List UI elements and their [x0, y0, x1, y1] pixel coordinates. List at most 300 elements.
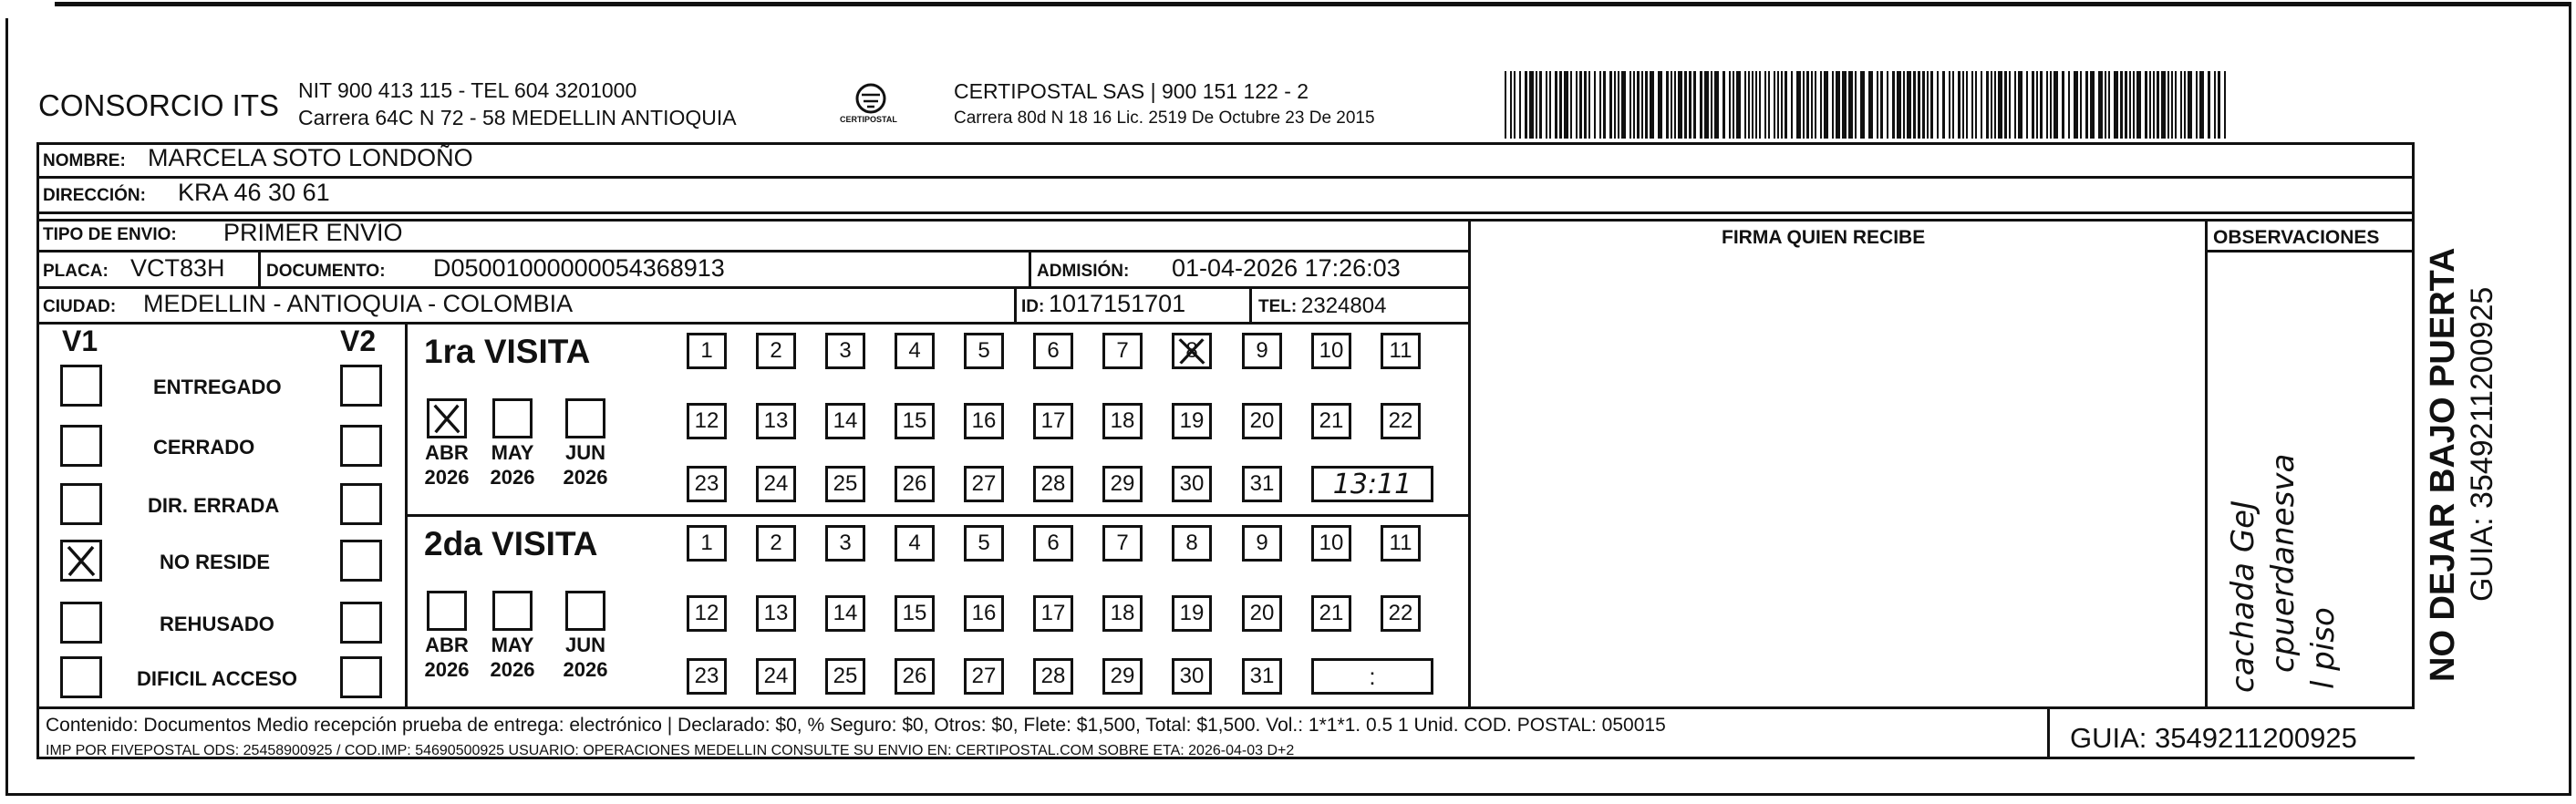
barcode-bar	[1842, 71, 1847, 139]
day-box[interactable]	[1242, 333, 1282, 369]
barcode-bar	[1674, 71, 1676, 139]
month-checkbox[interactable]	[565, 591, 605, 631]
month-name: MAY	[491, 634, 534, 656]
barcode-bar	[1774, 71, 1775, 139]
day-number: 26	[902, 664, 927, 688]
day-box[interactable]	[964, 658, 1004, 695]
day-box[interactable]	[1381, 333, 1421, 369]
barcode-bar	[1748, 71, 1750, 139]
barcode-bar	[1641, 71, 1643, 139]
barcode-bar	[2036, 71, 2038, 139]
day-number: 28	[1040, 664, 1066, 688]
v2-checkbox[interactable]	[340, 365, 382, 407]
barcode-bar	[1975, 71, 1977, 139]
day-box[interactable]	[1311, 595, 1351, 632]
v1-checkbox[interactable]	[60, 540, 102, 582]
footer-line-2: IMP POR FIVEPOSTAL ODS: 25458900925 / COD.IMP: 54690500925 USUARIO: OPERACIONES MEDELLIN CONSULTE SU ENVIO EN: CERTIPOSTAL.COM SOBRE ETA: 2026-04-03 D+2	[46, 743, 1295, 758]
day-number: 28	[1040, 471, 1066, 496]
day-number: 10	[1319, 338, 1344, 363]
month-year: 2026	[424, 466, 470, 489]
day-box[interactable]	[687, 333, 727, 369]
day-box[interactable]	[687, 658, 727, 695]
month-checkbox[interactable]	[565, 398, 605, 438]
tipo-envio-label: TIPO DE ENVIO:	[43, 225, 177, 244]
time-value: 13:11	[1332, 468, 1412, 500]
barcode-bar	[1584, 71, 1587, 139]
status-option-label: REHUSADO	[160, 613, 274, 635]
day-number: 15	[902, 601, 927, 625]
day-number: 29	[1110, 471, 1135, 496]
v1-checkbox[interactable]	[60, 656, 102, 698]
observaciones-handwriting-1: cachada GeJ	[2225, 500, 2261, 693]
barcode-bar	[2171, 71, 2173, 139]
day-box[interactable]	[1033, 658, 1073, 695]
day-box[interactable]	[1172, 658, 1212, 695]
barcode-bar	[1666, 71, 1669, 139]
day-number: 3	[839, 531, 852, 555]
v1-checkbox[interactable]	[60, 425, 102, 467]
v1-checkbox[interactable]	[60, 483, 102, 525]
v2-checkbox[interactable]	[340, 425, 382, 467]
barcode-bar	[1918, 71, 1920, 139]
barcode-bar	[2224, 71, 2226, 139]
status-option-label: DIR. ERRADA	[148, 494, 280, 517]
nombre-label: NOMBRE:	[43, 151, 126, 170]
barcode-bar	[1832, 71, 1834, 139]
barcode-bar	[1887, 71, 1888, 139]
day-box[interactable]	[964, 333, 1004, 369]
day-number: 24	[763, 471, 789, 496]
status-option-label: ENTREGADO	[153, 376, 282, 398]
day-box[interactable]	[895, 525, 935, 562]
sender-address: Carrera 64C N 72 - 58 MEDELLIN ANTIOQUIA	[298, 106, 737, 129]
barcode-bar	[1711, 71, 1712, 139]
day-box[interactable]	[1242, 466, 1282, 502]
barcode-bar	[2161, 71, 2166, 139]
day-box[interactable]	[964, 595, 1004, 632]
logo-caption: CERTIPOSTAL	[840, 115, 897, 124]
grid-line	[36, 250, 1470, 253]
month-checkbox[interactable]	[427, 591, 467, 631]
barcode-bar	[1546, 71, 1547, 139]
barcode-bar	[1815, 71, 1816, 139]
grid-line	[36, 322, 1470, 325]
barcode-bar	[1755, 71, 1757, 139]
barcode-bar	[1791, 71, 1793, 139]
barcode-bar	[2114, 71, 2118, 139]
day-number: 1	[700, 531, 713, 555]
barcode-bar	[2136, 71, 2141, 139]
day-number: 2	[770, 338, 782, 363]
day-box[interactable]	[964, 525, 1004, 562]
grid-line	[36, 706, 2415, 709]
day-box[interactable]	[1172, 333, 1212, 369]
ciudad-value: MEDELLIN - ANTIOQUIA - COLOMBIA	[143, 290, 574, 317]
barcode-bar	[2090, 71, 2095, 139]
barcode-bar	[1505, 71, 1506, 139]
day-box[interactable]	[1033, 466, 1073, 502]
day-box[interactable]	[1242, 525, 1282, 562]
barcode-bar	[1536, 71, 1537, 139]
barcode-bar	[1539, 71, 1542, 139]
barcode-bar	[1759, 71, 1761, 139]
barcode-bar	[1897, 71, 1901, 139]
day-number: 16	[971, 601, 997, 625]
day-box[interactable]	[895, 403, 935, 439]
barcode-bar	[1855, 71, 1857, 139]
barcode-bar	[2026, 71, 2028, 139]
day-number: 13	[763, 408, 789, 433]
id-value: 1017151701	[1049, 290, 1186, 317]
barcode-bar	[1880, 71, 1883, 139]
barcode-bar	[1927, 71, 1929, 139]
month-label	[553, 440, 617, 490]
barcode-bar	[2175, 71, 2177, 139]
barcode-bar	[1958, 71, 1960, 139]
barcode-bar	[1981, 71, 1982, 139]
barcode-bar	[1723, 71, 1725, 139]
day-number: 30	[1179, 664, 1205, 688]
barcode-bar	[1937, 71, 1939, 139]
day-box[interactable]	[687, 403, 727, 439]
barcode-bar	[1678, 71, 1682, 139]
barcode-bar	[1907, 71, 1911, 139]
documento-value: D05001000000054368913	[433, 254, 725, 282]
barcode-bar	[2068, 71, 2070, 139]
id-label: ID:	[1021, 297, 1045, 316]
day-box[interactable]	[1102, 333, 1143, 369]
barcode-bar	[1777, 71, 1779, 139]
barcode-bar	[1930, 71, 1933, 139]
barcode-bar	[1998, 71, 2002, 139]
v2-checkbox[interactable]	[340, 602, 382, 644]
day-number: 22	[1388, 408, 1413, 433]
grid-line	[1014, 286, 1017, 323]
status-option-label: CERRADO	[153, 436, 255, 459]
month-label	[481, 440, 544, 490]
day-box[interactable]	[756, 595, 796, 632]
barcode-bar	[2080, 71, 2082, 139]
time-value: :	[1369, 662, 1376, 690]
day-box[interactable]	[756, 466, 796, 502]
tel-label: TEL:	[1258, 297, 1298, 316]
day-box[interactable]	[1242, 658, 1282, 695]
admision-value: 01-04-2026 17:26:03	[1172, 254, 1401, 282]
day-number: 31	[1249, 664, 1275, 688]
day-number: 7	[1116, 338, 1129, 363]
grid-line	[1468, 219, 1471, 709]
observaciones-handwriting-2: cpuerdanesva	[2265, 453, 2302, 673]
barcode-bar	[1576, 71, 1578, 139]
barcode-bar	[1971, 71, 1973, 139]
month-checkbox[interactable]	[492, 398, 533, 438]
day-box[interactable]	[1172, 525, 1212, 562]
barcode-bar	[2208, 71, 2210, 139]
footer-guia: GUIA: 3549211200925	[2070, 722, 2357, 754]
footer-line-1: Contenido: Documentos Medio recepción prueba de entrega: electrónico | Declarado: $0, % Seguro: $0, Otros: $0, Flete: $1,500, Total: $1,500. Vol.: 1*1*1. 0.5 1 Unid. COD. POSTAL: 050015	[46, 715, 1666, 736]
barcode-bar	[2018, 71, 2023, 139]
time-box[interactable]	[1311, 466, 1433, 502]
barcode-bar	[2153, 71, 2155, 139]
month-year: 2026	[563, 658, 608, 681]
grid-line	[36, 176, 2415, 179]
barcode-bar	[2199, 71, 2204, 139]
day-number: 12	[694, 408, 719, 433]
grid-line	[258, 250, 261, 286]
time-box[interactable]	[1311, 658, 1433, 695]
v1-checkbox[interactable]	[60, 365, 102, 407]
barcode-bar	[2105, 71, 2106, 139]
barcode-bar	[2062, 71, 2064, 139]
day-box[interactable]	[1172, 595, 1212, 632]
day-box[interactable]	[756, 658, 796, 695]
barcode-bar	[1658, 71, 1662, 139]
day-number: 12	[694, 601, 719, 625]
barcode-bar	[1700, 71, 1702, 139]
barcode-bar	[1555, 71, 1557, 139]
barcode-bar	[1549, 71, 1551, 139]
side-warning: NO DEJAR BAJO PUERTA	[2424, 247, 2462, 682]
day-number: 18	[1110, 601, 1135, 625]
day-number: 11	[1389, 531, 1412, 555]
status-option-label: DIFICIL ACCESO	[137, 667, 298, 690]
grid-line	[36, 286, 1470, 289]
grid-line	[2412, 219, 2415, 709]
barcode-bar	[2046, 71, 2048, 139]
barcode-bar	[1689, 71, 1691, 139]
barcode-bar	[1877, 71, 1878, 139]
barcode-bar	[1618, 71, 1619, 139]
day-box[interactable]	[756, 403, 796, 439]
barcode-bar	[1752, 71, 1754, 139]
day-number: 6	[1047, 338, 1060, 363]
barcode	[1505, 71, 2229, 139]
day-number: 17	[1040, 408, 1066, 433]
barcode-bar	[2009, 71, 2011, 139]
day-number: 27	[971, 664, 997, 688]
barcode-bar	[2129, 71, 2131, 139]
day-box[interactable]	[895, 658, 935, 695]
day-number: 25	[833, 471, 858, 496]
day-box[interactable]	[1311, 403, 1351, 439]
day-box[interactable]	[825, 466, 865, 502]
day-number: 6	[1047, 531, 1060, 555]
status-option-label: NO RESIDE	[160, 551, 271, 573]
day-box[interactable]	[756, 333, 796, 369]
day-number: 14	[833, 408, 858, 433]
day-box[interactable]	[687, 595, 727, 632]
barcode-bar	[1733, 71, 1734, 139]
day-number: 8	[1185, 338, 1198, 363]
day-box[interactable]	[1102, 466, 1143, 502]
day-number: 20	[1249, 408, 1275, 433]
barcode-bar	[1785, 71, 1787, 139]
grid-line	[36, 142, 39, 758]
day-number: 5	[978, 531, 990, 555]
barcode-bar	[2188, 71, 2192, 139]
day-number: 31	[1249, 471, 1275, 496]
day-box[interactable]	[1033, 403, 1073, 439]
day-box[interactable]	[1242, 403, 1282, 439]
day-number: 9	[1256, 531, 1268, 555]
v2-label: V2	[340, 325, 377, 357]
month-year: 2026	[424, 658, 470, 681]
barcode-bar	[1614, 71, 1616, 139]
barcode-bar	[1645, 71, 1648, 139]
day-box[interactable]	[825, 333, 865, 369]
outer-bottom-border	[5, 793, 2571, 796]
barcode-bar	[2196, 71, 2198, 139]
barcode-bar	[1629, 71, 1631, 139]
day-number: 21	[1319, 408, 1344, 433]
v2-checkbox[interactable]	[340, 656, 382, 698]
v2-checkbox[interactable]	[340, 540, 382, 582]
barcode-bar	[1768, 71, 1770, 139]
barcode-bar	[2098, 71, 2103, 139]
month-name: MAY	[491, 441, 534, 464]
barcode-bar	[1820, 71, 1822, 139]
month-checkbox[interactable]	[427, 398, 467, 438]
day-box[interactable]	[1381, 403, 1421, 439]
day-number: 19	[1179, 408, 1205, 433]
day-box[interactable]	[825, 525, 865, 562]
month-name: ABR	[425, 441, 469, 464]
day-box[interactable]	[1033, 525, 1073, 562]
visit-title: 2da VISITA	[424, 525, 598, 562]
month-label	[415, 440, 479, 490]
grid-line	[2205, 250, 2415, 253]
day-box[interactable]	[687, 525, 727, 562]
day-number: 21	[1319, 601, 1344, 625]
observaciones-header: OBSERVACIONES	[2213, 227, 2380, 248]
day-number: 19	[1179, 601, 1205, 625]
barcode-bar	[1952, 71, 1954, 139]
barcode-bar	[1529, 71, 1534, 139]
v1-label: V1	[62, 325, 98, 357]
barcode-bar	[1637, 71, 1640, 139]
day-number: 18	[1110, 408, 1135, 433]
day-box[interactable]	[1172, 403, 1212, 439]
day-number: 5	[978, 338, 990, 363]
day-number: 9	[1256, 338, 1268, 363]
sender-name: CONSORCIO ITS	[38, 88, 280, 122]
barcode-bar	[2149, 71, 2151, 139]
certipostal-logo-icon	[834, 78, 907, 133]
day-box[interactable]	[1102, 658, 1143, 695]
day-box[interactable]	[895, 466, 935, 502]
day-number: 26	[902, 471, 927, 496]
day-number: 20	[1249, 601, 1275, 625]
barcode-bar	[1868, 71, 1873, 139]
day-box[interactable]	[825, 595, 865, 632]
barcode-bar	[1621, 71, 1626, 139]
day-number: 14	[833, 601, 858, 625]
day-box[interactable]	[895, 595, 935, 632]
barcode-bar	[1564, 71, 1568, 139]
day-number: 3	[839, 338, 852, 363]
barcode-bar	[1519, 71, 1521, 139]
grid-line	[1029, 250, 1031, 286]
day-box[interactable]	[1242, 595, 1282, 632]
day-box[interactable]	[825, 403, 865, 439]
day-box[interactable]	[1033, 333, 1073, 369]
day-box[interactable]	[687, 466, 727, 502]
barcode-bar	[1942, 71, 1945, 139]
day-box[interactable]	[1102, 403, 1143, 439]
day-box[interactable]	[964, 466, 1004, 502]
barcode-bar	[2214, 71, 2216, 139]
month-year: 2026	[490, 466, 535, 489]
barcode-bar	[1693, 71, 1696, 139]
day-box[interactable]	[1102, 595, 1143, 632]
day-box[interactable]	[1102, 525, 1143, 562]
documento-label: DOCUMENTO:	[266, 262, 386, 281]
carrier-address-license: Carrera 80d N 18 16 Lic. 2519 De Octubre 23 De 2015	[954, 108, 1375, 128]
day-number: 24	[763, 664, 789, 688]
barcode-bar	[1570, 71, 1572, 139]
barcode-bar	[1966, 71, 1968, 139]
v1-checkbox[interactable]	[60, 602, 102, 644]
day-x-mark	[1174, 335, 1209, 366]
tel-value: 2324804	[1301, 294, 1387, 318]
grid-line	[36, 211, 2415, 214]
day-number: 15	[902, 408, 927, 433]
month-year: 2026	[490, 658, 535, 681]
month-checkbox[interactable]	[492, 591, 533, 631]
day-box[interactable]	[756, 525, 796, 562]
day-box[interactable]	[1311, 333, 1351, 369]
barcode-bar	[1714, 71, 1719, 139]
day-box[interactable]	[825, 658, 865, 695]
v2-checkbox[interactable]	[340, 483, 382, 525]
barcode-bar	[2085, 71, 2088, 139]
day-box[interactable]	[1381, 525, 1421, 562]
barcode-bar	[1824, 71, 1828, 139]
barcode-bar	[1744, 71, 1746, 139]
day-box[interactable]	[1033, 595, 1073, 632]
day-box[interactable]	[895, 333, 935, 369]
day-number: 27	[971, 471, 997, 496]
barcode-bar	[1811, 71, 1813, 139]
day-box[interactable]	[1381, 595, 1421, 632]
day-box[interactable]	[1311, 525, 1351, 562]
day-number: 29	[1110, 664, 1135, 688]
day-number: 23	[694, 471, 719, 496]
day-number: 10	[1319, 531, 1344, 555]
barcode-bar	[1603, 71, 1606, 139]
barcode-bar	[1764, 71, 1766, 139]
barcode-bar	[2218, 71, 2220, 139]
barcode-bar	[2120, 71, 2123, 139]
barcode-bar	[1510, 71, 1512, 139]
barcode-bar	[1633, 71, 1635, 139]
sender-nit-tel: NIT 900 413 115 - TEL 604 3201000	[298, 78, 637, 102]
barcode-bar	[2050, 71, 2052, 139]
grid-line	[1249, 286, 1252, 323]
barcode-bar	[1588, 71, 1590, 139]
day-number: 4	[908, 338, 921, 363]
day-box[interactable]	[964, 403, 1004, 439]
side-guia: GUIA: 3549211200925	[2465, 286, 2499, 602]
day-number: 13	[763, 601, 789, 625]
day-box[interactable]	[1172, 466, 1212, 502]
barcode-bar	[1962, 71, 1964, 139]
firma-header: FIRMA QUIEN RECIBE	[1722, 227, 1926, 248]
barcode-bar	[2184, 71, 2186, 139]
barcode-bar	[2133, 71, 2135, 139]
grid-line	[2205, 219, 2208, 709]
barcode-bar	[2004, 71, 2007, 139]
